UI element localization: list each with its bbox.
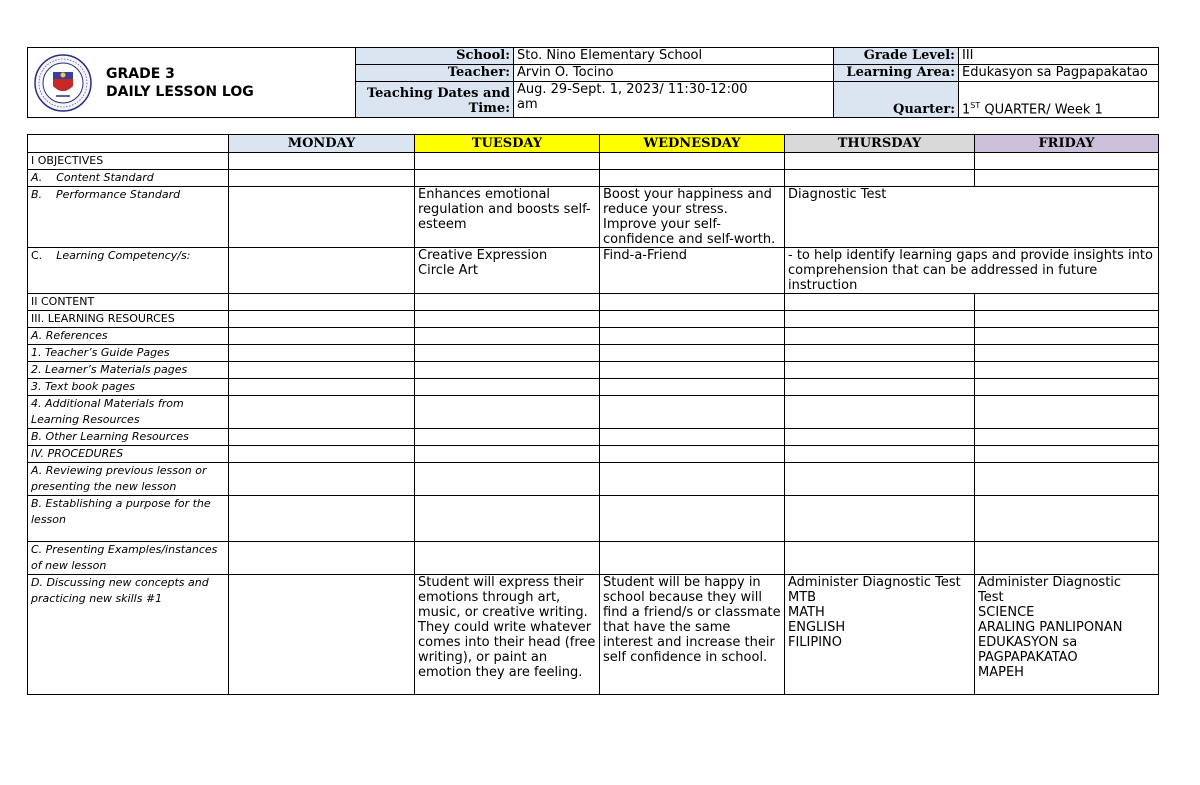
disc-fri-line: ARALING PANLIPONAN [978,620,1123,635]
quarter-number: 1 [962,102,971,117]
competency-tuesday-line2: Circle Art [418,263,478,278]
disc-fri-line: Test [978,590,1004,605]
teaching-dates-value-line1: Aug. 29-Sept. 1, 2023/ 11:30-12:00 [517,82,748,97]
reviewing-line2: presenting the new lesson [31,480,177,493]
learning-competency-letter: C. [31,249,43,262]
disc-fri-line: Administer Diagnostic [978,575,1122,590]
competency-thursday-friday: - to help identify learning gaps and provide insights into comprehension that can be addressed in future instruction [785,248,1159,294]
discussing-line2: practicing new skills #1 [31,592,163,605]
school-value: Sto. Nino Elementary School [514,48,834,65]
grade-level-value: III [959,48,1159,65]
row-label-learning-resources: III. LEARNING RESOURCES [28,311,229,328]
corner-cell [28,135,229,153]
teachers-guide-text: 1. Teacher’s Guide Pages [31,346,170,359]
row-label-procedures [28,446,229,463]
additional-materials-line1: 4. Additional Materials from [31,397,184,410]
day-header-wednesday: WEDNESDAY [600,135,785,153]
row-label-additional-materials [28,396,229,429]
disc-fri-line: MAPEH [978,665,1024,680]
day-header-friday: FRIDAY [975,135,1159,153]
discussing-wednesday: Student will be happy in school because they will find a friend/s or classmate that have the same interest and increase their self confidence in school. [600,575,785,695]
teaching-dates-label-line2: Time: [468,101,510,116]
disc-thu-line: ENGLISH [788,620,846,635]
teaching-dates-label-line1: Teaching Dates and [366,86,510,101]
row-label-objectives: I OBJECTIVES [28,153,229,170]
performance-standard-text: Performance Standard [56,188,181,201]
disc-fri-line: EDUKASYON sa [978,635,1078,650]
learning-area-value: Edukasyon sa Pagpapakatao [959,65,1159,82]
other-resources-text: B. Other Learning Resources [31,430,189,443]
performance-thursday-friday: Diagnostic Test [785,187,1159,248]
disc-fri-line: SCIENCE [978,605,1035,620]
competency-tuesday-line1: Creative Expression [418,248,548,263]
day-header-thursday: THURSDAY [785,135,975,153]
row-label-learning-competency [28,248,229,294]
title-grade: GRADE 3 [106,65,175,82]
content-standard-letter: A. [31,171,43,184]
page-title [106,65,254,101]
row-label-other-resources [28,429,229,446]
school-label: School: [356,48,514,65]
grade-level-label: Grade Level: [834,48,959,65]
performance-tuesday: Enhances emotional regulation and boosts self-esteem [415,187,600,248]
additional-materials-line2: Learning Resources [31,413,140,426]
row-label-teachers-guide [28,345,229,362]
teaching-dates-label [356,82,514,118]
textbook-text: 3. Text book pages [31,380,135,393]
row-label-content-standard [28,170,229,187]
disc-thu-line: MATH [788,605,825,620]
procedures-text: IV. PROCEDURES [31,447,124,460]
discussing-friday [975,575,1159,695]
disc-thu-line: FILIPINO [788,635,843,650]
learners-materials-text: 2. Learner’s Materials pages [31,363,188,376]
row-label-performance-standard [28,187,229,248]
disc-thu-line: Administer Diagnostic Test [788,575,961,590]
disc-thu-line: MTB [788,590,817,605]
discussing-thursday [785,575,975,695]
lesson-log-header [27,47,1159,118]
discussing-line1: D. Discussing new concepts and [31,576,209,589]
row-label-reviewing [28,463,229,496]
title-log: DAILY LESSON LOG [106,83,254,100]
quarter-value [959,82,1159,118]
learning-competency-text: Learning Competency/s: [56,249,191,262]
row-label-establishing [28,496,229,542]
quarter-text: QUARTER/ Week 1 [980,102,1103,117]
row-label-content: II CONTENT [28,294,229,311]
row-label-learners-materials [28,362,229,379]
lesson-log-table [27,134,1159,695]
teacher-value: Arvin O. Tocino [514,65,834,82]
title-cell [28,48,356,118]
teaching-dates-value-line2: am [517,97,538,112]
presenting-line2: of new lesson [31,559,107,572]
quarter-label: Quarter: [834,82,959,118]
reviewing-line1: A. Reviewing previous lesson or [31,464,207,477]
row-label-textbook [28,379,229,396]
competency-wednesday: Find-a-Friend [600,248,785,294]
teacher-label: Teacher: [356,65,514,82]
disc-fri-line: PAGPAPAKATAO [978,650,1078,665]
deped-seal-logo [34,54,92,112]
teaching-dates-value [514,82,834,118]
day-header-tuesday: TUESDAY [415,135,600,153]
presenting-line1: C. Presenting Examples/instances [31,543,218,556]
learning-area-label: Learning Area: [834,65,959,82]
competency-tuesday [415,248,600,294]
establishing-line2: lesson [31,513,66,526]
discussing-tuesday: Student will express their emotions through art, music, or creative writing. They could write whatever comes into their head (free writing), or paint an emotion they are feeling. [415,575,600,695]
performance-standard-letter: B. [31,188,43,201]
row-label-presenting [28,542,229,575]
content-standard-text: Content Standard [56,171,154,184]
row-label-references [28,328,229,345]
performance-wednesday: Boost your happiness and reduce your stress. Improve your self-confidence and self-worth. [600,187,785,248]
row-label-discussing [28,575,229,695]
day-header-monday: MONDAY [229,135,415,153]
quarter-suffix: ST [970,100,981,110]
references-text: A. References [31,329,108,342]
establishing-line1: B. Establishing a purpose for the [31,497,211,510]
